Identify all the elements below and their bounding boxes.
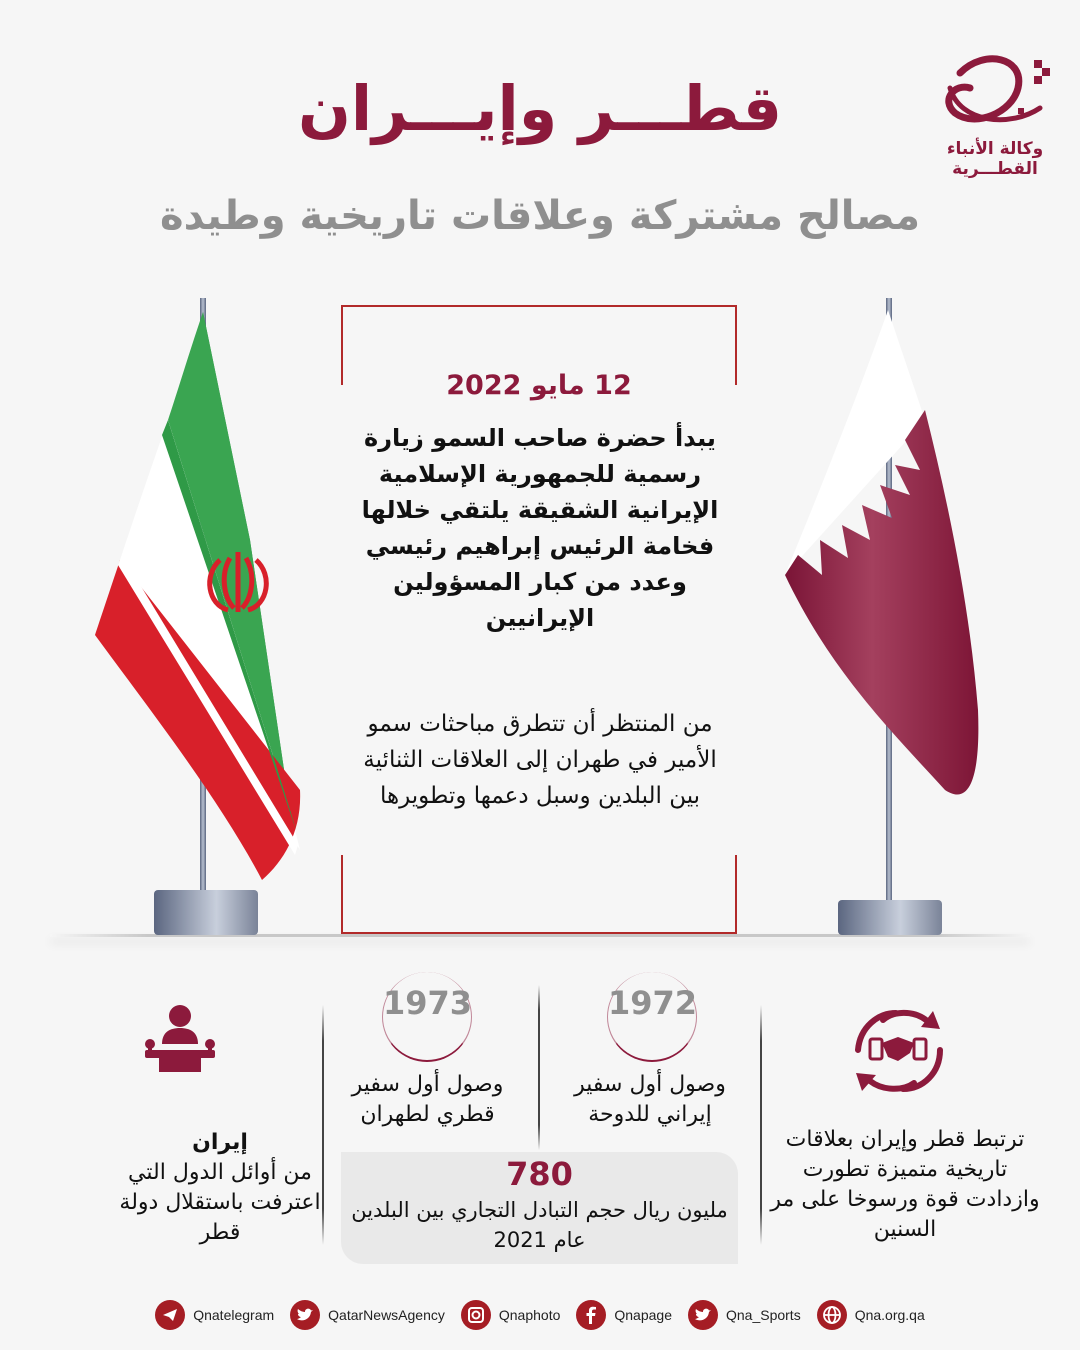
social-link-facebook[interactable] [576, 1300, 672, 1330]
podium-speaker-icon [135, 1000, 225, 1072]
twitter-icon [290, 1300, 320, 1330]
divider [538, 985, 540, 1150]
social-link-website[interactable] [817, 1300, 925, 1330]
social-link-twitter[interactable] [290, 1300, 445, 1330]
social-label: Qnaphoto [498, 1307, 561, 1323]
facebook-icon [576, 1300, 606, 1330]
twitter-icon [688, 1300, 718, 1330]
divider [322, 1005, 324, 1245]
social-footer [0, 1298, 1080, 1332]
social-link-telegram[interactable] [155, 1300, 274, 1330]
recognition-fact [110, 1128, 330, 1248]
visit-expectations: من المنتظر أن تتطرق مباحثات سمو الأمير في طهران إلى العلاقات الثنائية بين البلدين وسبل دعمها وتطويرها [363, 711, 717, 809]
globe-icon [817, 1300, 847, 1330]
handshake-cycle-icon [848, 1005, 948, 1097]
year-1973-badge: 1973 [382, 972, 472, 1062]
social-link-instagram[interactable] [461, 1300, 561, 1330]
page-subtitle: مصالح مشتركة وعلاقات تاريخية وطيدة [160, 193, 920, 239]
qatar-flag [770, 290, 980, 940]
relations-text: ترتبط قطر وإيران بعلاقات تاريخية متميزة تطورت وازدادت قوة ورسوخا على مر السنين [770, 1127, 1040, 1242]
ambassador-1973-text: وصول أول سفير قطري لطهران [351, 1072, 504, 1127]
logo-line-2: القطـــرية [952, 158, 1038, 179]
qna-logo-icon [930, 48, 1060, 143]
divider [760, 1005, 762, 1245]
trade-volume-text: مليون ريال حجم التبادل التجاري بين البلدين عام 2021 [351, 1198, 728, 1252]
page-title: قطـــر وإيـــران [297, 72, 783, 145]
instagram-icon [461, 1300, 491, 1330]
visit-announcement: يبدأ حضرة صاحب السمو زيارة رسمية للجمهورية الإسلامية الإيرانية الشقيقة يلتقي خلالها فخامة الرئيس إبراهيم رئيسي وعدد من كبار المسؤولين الإيرانيين [361, 424, 719, 632]
social-link-twitter-sports[interactable] [688, 1300, 801, 1330]
social-label: Qnatelegram [193, 1307, 275, 1323]
social-label: Qna_Sports [725, 1307, 801, 1323]
trade-volume-value: 780 [506, 1155, 573, 1193]
telegram-icon [155, 1300, 185, 1330]
ambassador-1972-text: وصول أول سفير إيراني للدوحة [574, 1072, 726, 1127]
year-1972-badge: 1972 [607, 972, 697, 1062]
social-label: Qnapage [614, 1307, 672, 1323]
iran-flag [90, 290, 340, 950]
qna-logo [930, 48, 1060, 188]
recognition-heading: إيران [192, 1130, 248, 1155]
social-label: Qna.org.qa [854, 1307, 925, 1323]
social-label: QatarNewsAgency [328, 1307, 445, 1323]
recognition-text: من أوائل الدول التي اعترفت باستقلال دولة قطر [119, 1160, 321, 1245]
visit-date: 12 مايو 2022 [446, 370, 632, 401]
logo-line-1: وكالة الأنباء [946, 139, 1044, 159]
